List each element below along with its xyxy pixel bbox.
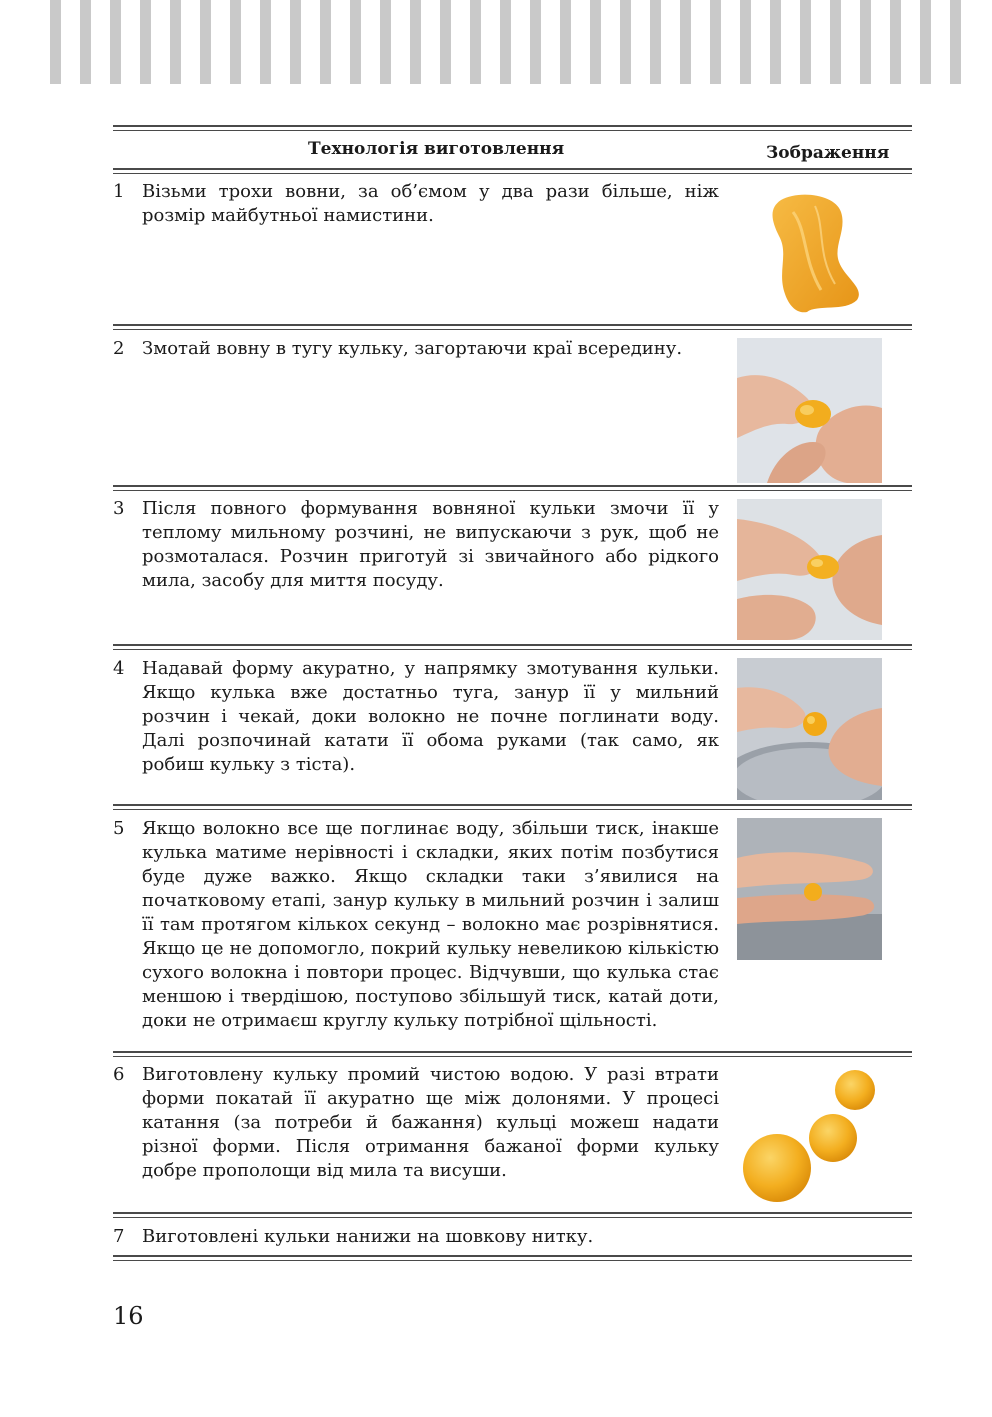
table-rule bbox=[113, 485, 912, 491]
step-number: 6 bbox=[113, 1064, 125, 1085]
step-text: Виготовлену кульку промий чистою водою. У разі втрати форми покатай її акуратно ще між долонями. У процесі катання (за потреби й бажання) кульці можеш надати різної форми. Після отримання бажаної форми кульку добре прополощи від мила та висуши. bbox=[142, 1064, 719, 1181]
step-number: 5 bbox=[113, 818, 125, 839]
header-stripes-decoration bbox=[50, 0, 974, 84]
table-rule bbox=[113, 125, 912, 131]
column-header-technology: Технологія виготовлення bbox=[308, 139, 565, 159]
wool-tuft-image bbox=[737, 190, 882, 315]
table-rule bbox=[113, 1212, 912, 1218]
hands-wetting-wool-image bbox=[737, 499, 882, 640]
hands-rolling-wool-image bbox=[737, 338, 882, 483]
step-text: Візьми трохи вовни, за об’ємом у два рази більше, ніж розмір майбутньої намистини. bbox=[142, 181, 719, 226]
page-number: 16 bbox=[113, 1302, 144, 1330]
step-number: 3 bbox=[113, 498, 125, 519]
step-text: Виготовлені кульки нанижи на шовкову нитку. bbox=[142, 1226, 594, 1247]
felted-balls-image bbox=[737, 1062, 882, 1207]
step-text: Надавай форму акуратно, у напрямку змотування кульки. Якщо кулька вже достатньо туга, занур її у мильний розчин і чекай, доки волокно не почне поглинати воду. Далі розпочинай катати її обома руками (так само, як робиш кульку з тіста). bbox=[142, 658, 719, 775]
step-number: 4 bbox=[113, 658, 125, 679]
rolling-between-palms-image bbox=[737, 818, 882, 960]
step-text: Після повного формування вовняної кульки змочи її у теплому мильному розчині, не випускаючи з рук, щоб не розмоталася. Розчин приготуй зі звичайного або рідкого мила, засобу для миття посуду. bbox=[142, 498, 719, 591]
step-number: 7 bbox=[113, 1226, 125, 1247]
step-number: 2 bbox=[113, 338, 125, 359]
step-number: 1 bbox=[113, 181, 125, 202]
table-rule bbox=[113, 168, 912, 174]
column-header-image: Зображення bbox=[766, 143, 890, 163]
table-rule bbox=[113, 324, 912, 330]
step-text: Якщо волокно все ще поглинає воду, збільши тиск, інакше кулька матиме нерівності і складки, яких потім позбутися буде дуже важко. Якщо складки таки з’явилися на початковому етапі, занур кульку в мильний розчин і залиш її там протягом кількох секунд – волокно має розрівнятися. Якщо це не допомогло, покрий кульку невеликою кількістю сухого волокна і повтори процес. Відчувши, що кулька стає меншою і твердішою, поступово збільшуй тиск, катай доти, доки не отримаєш круглу кульку потрібної щільності. bbox=[142, 818, 719, 1031]
table-rule bbox=[113, 804, 912, 810]
table-rule bbox=[113, 644, 912, 650]
ball-over-soap-bowl-image bbox=[737, 658, 882, 800]
table-rule bbox=[113, 1051, 912, 1057]
table-rule bbox=[113, 1255, 912, 1261]
step-text: Змотай вовну в тугу кульку, загортаючи краї всередину. bbox=[142, 338, 683, 359]
